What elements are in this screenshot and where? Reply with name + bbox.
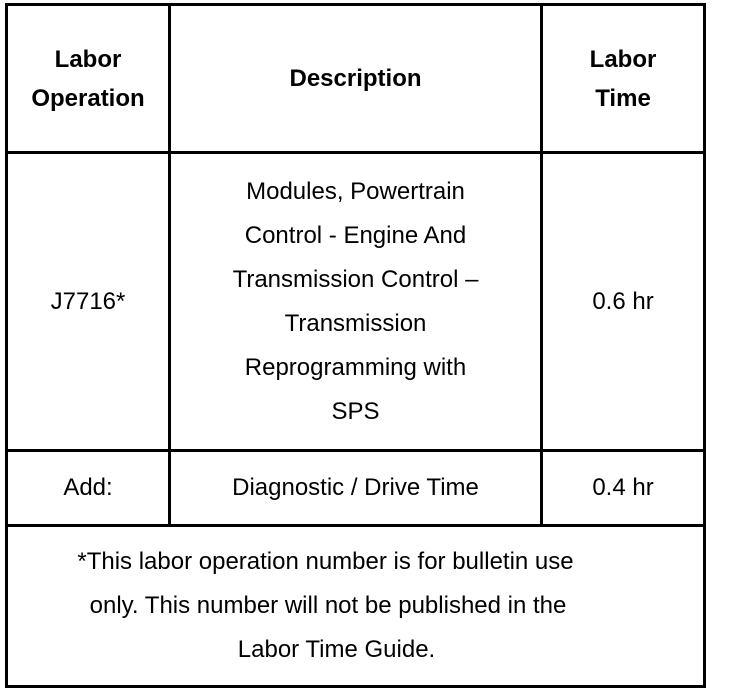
header-labor-time-line2: Time <box>595 84 651 112</box>
description-line: Transmission <box>284 309 427 337</box>
labor-operation-cell: J7716* <box>7 153 170 451</box>
header-labor-time-line1: Labor <box>589 45 657 73</box>
header-labor-operation <box>7 5 170 153</box>
table-row <box>7 451 705 526</box>
header-labor-time <box>542 5 705 153</box>
header-description: Description <box>170 5 542 153</box>
description-cell <box>170 153 542 451</box>
footnote-cell <box>7 525 705 686</box>
description-line: SPS <box>331 397 380 425</box>
description-line: Transmission Control – <box>232 265 479 293</box>
labor-operation-table <box>5 3 706 688</box>
footnote-line: only. This number will not be published in the <box>89 591 567 619</box>
table-row <box>7 153 705 451</box>
footnote-line: Labor Time Guide. <box>237 635 436 663</box>
header-labor-operation-line1: Labor <box>54 45 122 73</box>
labor-time-cell: 0.4 hr <box>542 451 705 526</box>
description-line: Control - Engine And <box>244 221 467 249</box>
labor-time-cell: 0.6 hr <box>542 153 705 451</box>
labor-operation-cell: Add: <box>7 451 170 526</box>
header-labor-operation-line2: Operation <box>31 84 145 112</box>
table-header-row <box>7 5 705 153</box>
description-cell: Diagnostic / Drive Time <box>170 451 542 526</box>
description-line: Reprogramming with <box>244 353 467 381</box>
footnote-line: *This labor operation number is for bulletin use <box>77 547 574 575</box>
footnote-row <box>7 525 705 686</box>
description-line: Modules, Powertrain <box>246 177 465 205</box>
